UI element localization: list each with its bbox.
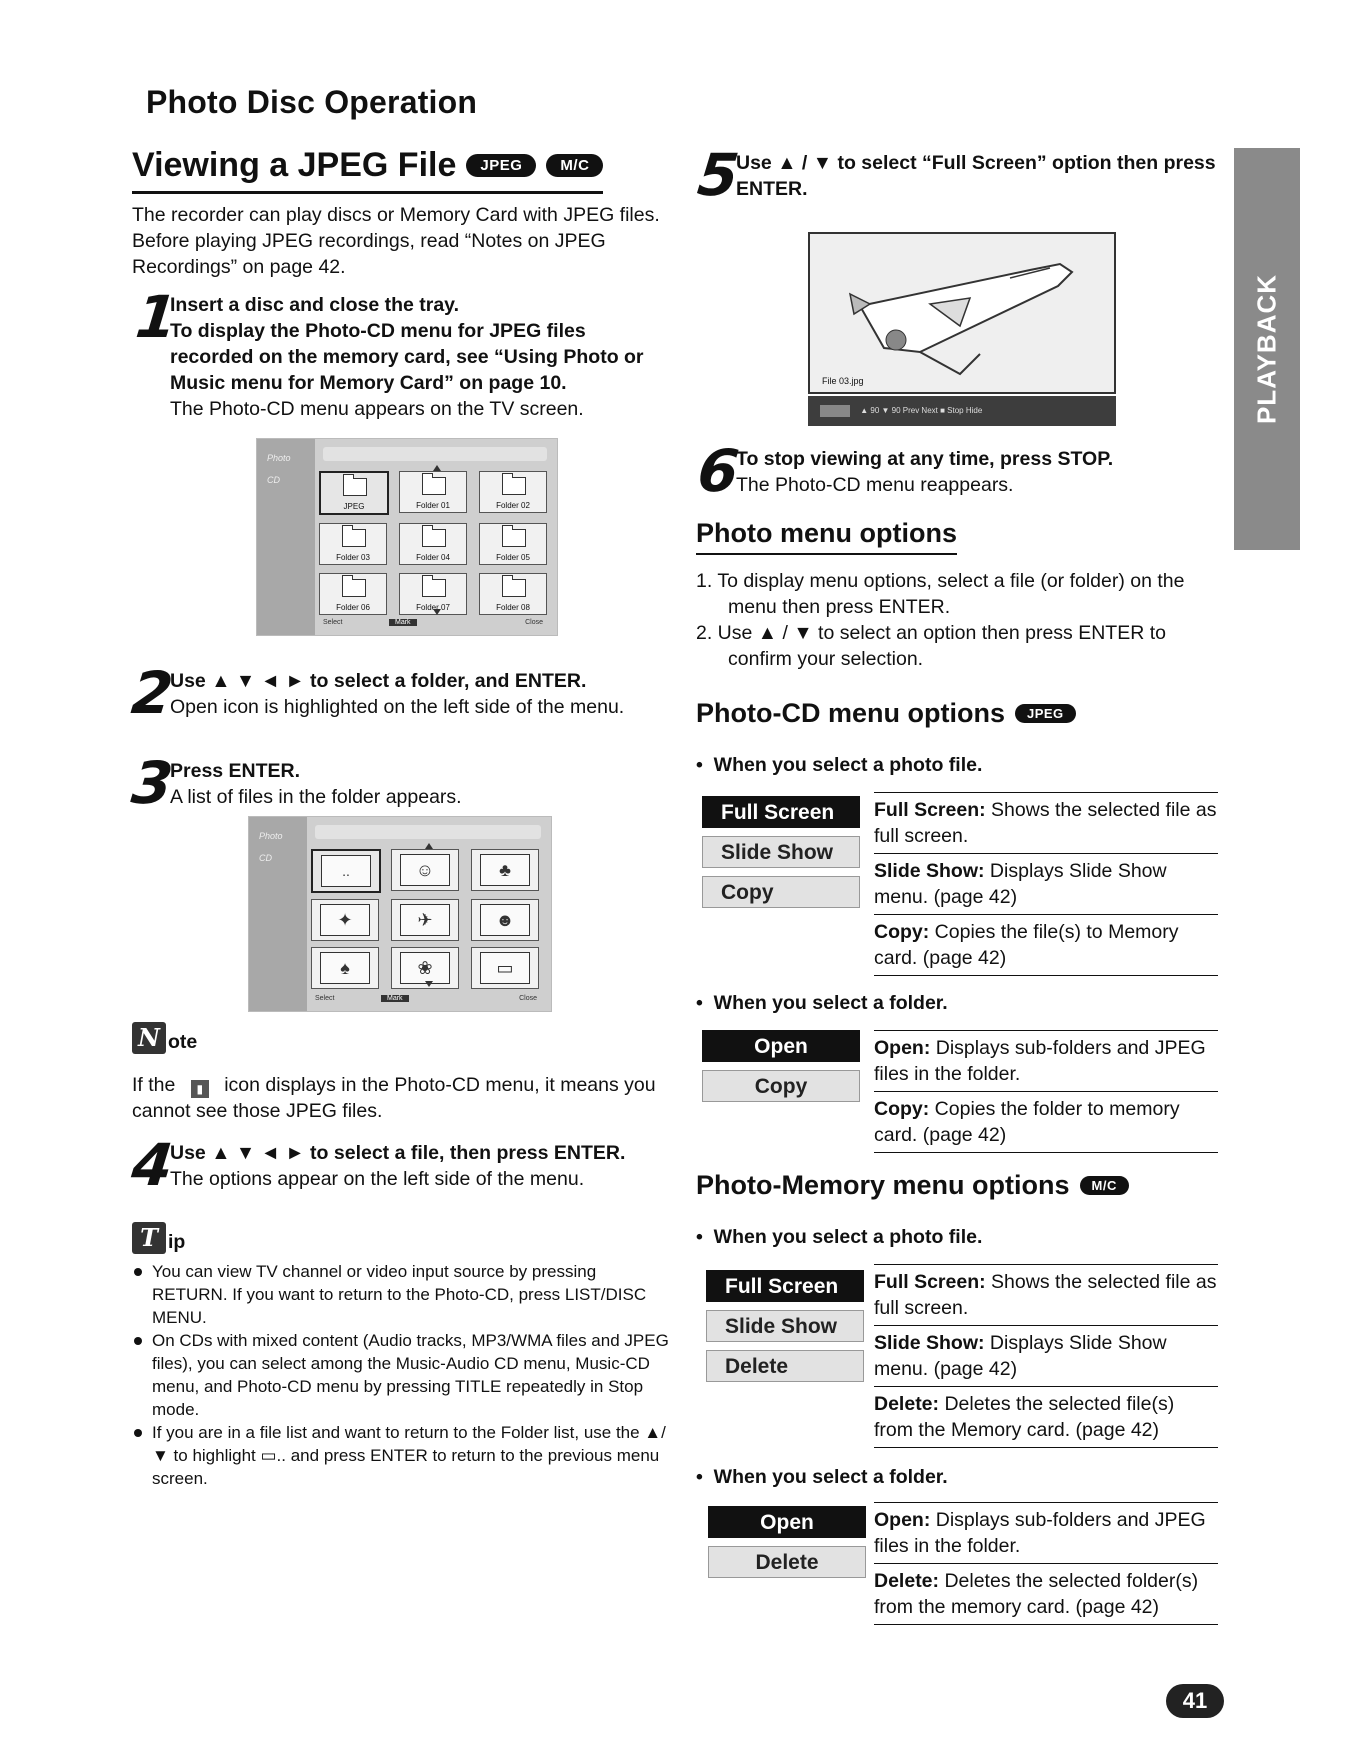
option-description: Copy: Copies the file(s) to Memory card. (page 42) bbox=[874, 914, 1218, 976]
full-screen-option[interactable]: Full Screen bbox=[706, 1270, 864, 1302]
step-1-instruction-2: To display the Photo-CD menu for JPEG files recorded on the memory card, see “Using Photo or Music menu for Memory Card” on page 10. bbox=[170, 320, 644, 394]
jpeg-badge: JPEG bbox=[1015, 704, 1076, 723]
image-thumbnail bbox=[311, 899, 379, 941]
photo-cd-folder-options-menu bbox=[702, 1030, 860, 1110]
folder-icon bbox=[422, 579, 446, 597]
folder-icon bbox=[502, 477, 526, 495]
folder-icon bbox=[502, 579, 526, 597]
bear-icon: ❀ bbox=[400, 952, 450, 984]
menu-side-panel: Photo CD bbox=[249, 817, 307, 1011]
option-description: Open: Displays sub-folders and JPEG files in the folder. bbox=[874, 1030, 1218, 1091]
full-screen-option[interactable]: Full Screen bbox=[702, 796, 860, 828]
step-number: 3 bbox=[128, 749, 177, 817]
tip-item: On CDs with mixed content (Audio tracks, MP3/WMA files and JPEG files), you can select among the Music-Audio CD menu, Music-CD menu, and Photo-CD menu by pressing TITLE repeatedly in Stop mode. bbox=[132, 1329, 672, 1421]
option-description: Full Screen: Shows the selected file as full screen. bbox=[874, 1264, 1218, 1325]
folder-tile: Folder 07 bbox=[399, 573, 467, 615]
note-text: If the ▮ icon displays in the Photo-CD menu, it means you cannot see those JPEG files. bbox=[132, 1074, 656, 1122]
step-1-result: The Photo-CD menu appears on the TV screen. bbox=[170, 398, 584, 420]
option-description: Full Screen: Shows the selected file as full screen. bbox=[874, 792, 1218, 853]
step-5-instruction: Use ▲ / ▼ to select “Full Screen” option then press ENTER. bbox=[736, 152, 1216, 200]
step-1-instruction: Insert a disc and close the tray. bbox=[170, 294, 459, 316]
folder-icon bbox=[343, 478, 367, 496]
tip-item: You can view TV channel or video input source by pressing RETURN. If you want to return to the Photo-CD, press LIST/DISC MENU. bbox=[132, 1260, 672, 1329]
folder-tile: Folder 08 bbox=[479, 573, 547, 615]
photo-menu-options-heading: Photo menu options bbox=[696, 518, 957, 555]
menu-side-panel: Photo CD bbox=[257, 439, 315, 635]
folder-tile: Folder 03 bbox=[319, 523, 387, 565]
step-number: 4 bbox=[128, 1131, 177, 1199]
step-6-instruction: To stop viewing at any time, press STOP. bbox=[736, 448, 1114, 470]
option-description: Delete: Deletes the selected folder(s) from the memory card. (page 42) bbox=[874, 1563, 1218, 1625]
image-thumbnail bbox=[311, 947, 379, 989]
scroll-down-icon bbox=[425, 981, 433, 987]
step-3-instruction: Press ENTER. bbox=[170, 760, 301, 782]
space-shuttle-icon bbox=[810, 234, 1114, 392]
photo-file-subheading: • When you select a photo file. bbox=[696, 754, 983, 776]
photo-memory-file-options-menu bbox=[706, 1270, 864, 1390]
step-number: 1 bbox=[132, 283, 181, 351]
option-description: Open: Displays sub-folders and JPEG files in the folder. bbox=[874, 1502, 1218, 1563]
delete-option[interactable]: Delete bbox=[708, 1546, 866, 1578]
tip-heading bbox=[132, 1222, 185, 1254]
folder-tile: Folder 04 bbox=[399, 523, 467, 565]
mode-indicator bbox=[820, 405, 850, 417]
step-3-result: A list of files in the folder appears. bbox=[170, 786, 462, 808]
copy-option[interactable]: Copy bbox=[702, 876, 860, 908]
open-option[interactable]: Open bbox=[702, 1030, 860, 1062]
scroll-down-icon bbox=[433, 609, 441, 615]
image-thumbnail bbox=[471, 899, 539, 941]
folder-icon bbox=[422, 477, 446, 495]
playback-control-bar: ▲ 90 ▼ 90 Prev Next ■ Stop Hide bbox=[808, 396, 1116, 426]
photo-cd-options-heading: Photo-CD menu options JPEG bbox=[696, 698, 1076, 729]
option-description: Copy: Copies the folder to memory card. (page 42) bbox=[874, 1091, 1218, 1153]
step-2-result: Open icon is highlighted on the left side of the menu. bbox=[170, 696, 625, 718]
menu-bottom-bar: Select Mark Close bbox=[323, 619, 543, 626]
photo-menu-instructions bbox=[696, 568, 1216, 672]
playback-side-tab: PLAYBACK bbox=[1234, 148, 1300, 550]
tree-icon: ♣ bbox=[480, 854, 530, 886]
page-title bbox=[132, 146, 603, 194]
shuttle-icon: ✈ bbox=[400, 904, 450, 936]
folder-icon bbox=[342, 579, 366, 597]
page-number: 41 bbox=[1166, 1684, 1224, 1718]
tip-icon: T bbox=[132, 1222, 166, 1254]
image-thumbnail bbox=[391, 849, 459, 891]
folder-icon bbox=[422, 529, 446, 547]
step-5 bbox=[694, 141, 1218, 209]
cartoon-icon: ☺ bbox=[400, 854, 450, 886]
file-name-label: File 03.jpg bbox=[822, 376, 864, 386]
copy-option[interactable]: Copy bbox=[702, 1070, 860, 1102]
step-6 bbox=[694, 437, 1218, 505]
step-2 bbox=[128, 659, 672, 727]
instruction-item: 1. To display menu options, select a file (or folder) on the menu then press ENTER. bbox=[696, 570, 1185, 618]
slide-show-option[interactable]: Slide Show bbox=[706, 1310, 864, 1342]
note-heading-text: ote bbox=[168, 1031, 198, 1053]
image-thumbnail bbox=[471, 947, 539, 989]
option-description: Delete: Deletes the selected file(s) from the Memory card. (page 42) bbox=[874, 1386, 1218, 1448]
step-4-instruction: Use ▲ ▼ ◄ ► to select a file, then press ENTER. bbox=[170, 1142, 626, 1164]
page-title-text: Viewing a JPEG File bbox=[132, 146, 457, 184]
menu-path-bar bbox=[323, 447, 547, 461]
file-list-screenshot bbox=[248, 816, 552, 1012]
menu-path-bar bbox=[315, 825, 541, 839]
photo-file-subheading: • When you select a photo file. bbox=[696, 1226, 983, 1248]
step-number: 6 bbox=[694, 437, 743, 505]
step-6-result: The Photo-CD menu reappears. bbox=[736, 474, 1014, 496]
intro-text: The recorder can play discs or Memory Card with JPEG files. Before playing JPEG recordings, read “Notes on JPEG Recordings” on page 42. bbox=[132, 204, 660, 278]
step-4-result: The options appear on the left side of the menu. bbox=[170, 1168, 585, 1190]
menu-bottom-bar: Select Mark Close bbox=[315, 995, 537, 1002]
photo-cd-file-options-menu bbox=[702, 796, 860, 916]
character-icon: ✦ bbox=[320, 904, 370, 936]
palm-icon: ♠ bbox=[320, 952, 370, 984]
car-icon: ▭ bbox=[480, 952, 530, 984]
step-3 bbox=[128, 749, 672, 817]
note-icon: N bbox=[132, 1022, 166, 1054]
folder-tile: Folder 06 bbox=[319, 573, 387, 615]
image-thumbnail bbox=[391, 899, 459, 941]
delete-option[interactable]: Delete bbox=[706, 1350, 864, 1382]
photo-cd-file-options-descriptions bbox=[874, 792, 1218, 976]
folder-tile: JPEG bbox=[319, 471, 389, 515]
folder-grid bbox=[319, 471, 547, 615]
photo-memory-options-heading: Photo-Memory menu options M/C bbox=[696, 1170, 1129, 1201]
folder-icon bbox=[342, 529, 366, 547]
photo-memory-folder-options-menu bbox=[708, 1506, 866, 1586]
mc-badge: M/C bbox=[1080, 1176, 1129, 1195]
full-screen-image bbox=[808, 232, 1116, 394]
folder-icon bbox=[502, 529, 526, 547]
parent-folder-icon: .. bbox=[321, 855, 371, 887]
option-description: Slide Show: Displays Slide Show menu. (page 42) bbox=[874, 1325, 1218, 1386]
image-thumbnail bbox=[471, 849, 539, 891]
section-header: Photo Disc Operation bbox=[146, 84, 478, 120]
step-2-instruction: Use ▲ ▼ ◄ ► to select a folder, and ENTER. bbox=[170, 670, 587, 692]
folder-subheading: • When you select a folder. bbox=[696, 1466, 948, 1488]
photo-memory-file-options-descriptions bbox=[874, 1264, 1218, 1448]
folder-tile: Folder 02 bbox=[479, 471, 547, 513]
step-number: 5 bbox=[694, 141, 743, 209]
tip-list bbox=[132, 1260, 672, 1490]
instruction-item: 2. Use ▲ / ▼ to select an option then press ENTER to confirm your selection. bbox=[696, 622, 1166, 670]
photo-memory-folder-options-descriptions bbox=[874, 1502, 1218, 1625]
step-1 bbox=[132, 283, 672, 422]
slide-show-option[interactable]: Slide Show bbox=[702, 836, 860, 868]
hidden-file-icon: ▮ bbox=[191, 1080, 209, 1098]
photo-cd-folder-options-descriptions bbox=[874, 1030, 1218, 1153]
option-description: Slide Show: Displays Slide Show menu. (page 42) bbox=[874, 853, 1218, 914]
file-grid bbox=[311, 849, 539, 989]
folder-tile: Folder 05 bbox=[479, 523, 547, 565]
jpeg-badge: JPEG bbox=[466, 154, 536, 177]
parent-folder-tile bbox=[311, 849, 381, 893]
folder-tile: Folder 01 bbox=[399, 471, 467, 513]
step-4 bbox=[128, 1131, 672, 1199]
tip-item: If you are in a file list and want to return to the Folder list, use the ▲/▼ to highlight ▭.. and press ENTER to return to the previous menu screen. bbox=[132, 1421, 672, 1490]
mc-badge: M/C bbox=[546, 154, 603, 177]
step-number: 2 bbox=[128, 659, 177, 727]
photo-cd-menu-screenshot bbox=[256, 438, 558, 636]
full-screen-screenshot bbox=[808, 232, 1116, 428]
note-heading bbox=[132, 1022, 197, 1054]
folder-subheading: • When you select a folder. bbox=[696, 992, 948, 1014]
tip-heading-text: ip bbox=[168, 1231, 186, 1253]
figure-icon: ☻ bbox=[480, 904, 530, 936]
open-option[interactable]: Open bbox=[708, 1506, 866, 1538]
